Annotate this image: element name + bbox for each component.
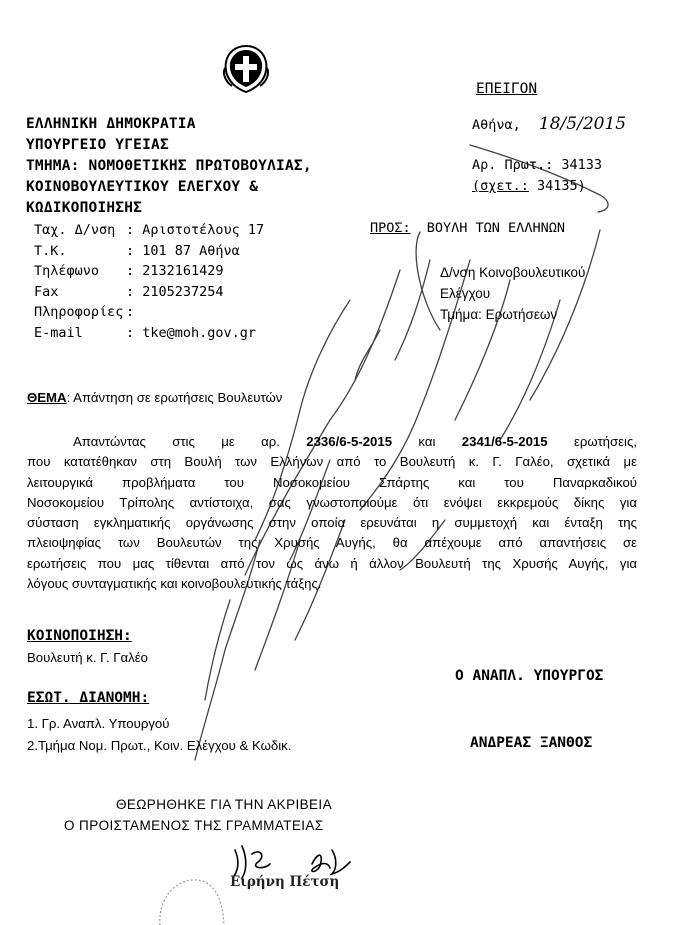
urgent-label: ΕΠΕΙΓΟΝ	[476, 81, 538, 97]
signatory-title: Ο ΑΝΑΠΛ. ΥΠΟΥΡΓΟΣ	[455, 668, 604, 684]
notification-recipient: Βουλευτή κ. Γ. Γαλέο	[27, 650, 148, 665]
certification-line-2: Ο ΠΡΟΙΣΤΑΜΕΝΟΣ ΤΗΣ ΓΡΑΜΜΑΤΕΙΑΣ	[64, 818, 324, 833]
reference-number: 34135)	[537, 178, 586, 194]
authority-line-5: ΚΩΔΙΚΟΠΟΙΗΣΗΣ	[26, 200, 143, 216]
authority-line-2: ΥΠΟΥΡΓΕΙΟ ΥΓΕΙΑΣ	[26, 137, 169, 153]
contact-row: Τηλέφωνο : 2132161429	[34, 263, 224, 280]
reference-line	[472, 178, 586, 194]
protocol-number: 34133	[561, 157, 603, 173]
authority-line-3: ΤΜΗΜΑ: ΝΟΜΟΘΕΤΙΚΗΣ ΠΡΩΤΟΒΟΥΛΙΑΣ,	[26, 158, 312, 174]
list-item: 2.Τμήμα Νομ. Πρωτ., Κοιν. Ελέγχου & Κωδικ.	[27, 738, 292, 753]
contact-row: Τ.Κ. : 101 87 Αθήνα	[34, 242, 240, 259]
subject-text: : Απάντηση σε ερωτήσεις Βουλευτών	[66, 390, 283, 405]
subject-label: ΘΕΜΑ	[27, 390, 67, 405]
authority-line-1: ΕΛΛΗΝΙΚΗ ΔΗΜΟΚΡΑΤΙΑ	[26, 116, 196, 132]
internal-distribution-label: ΕΣΩΤ. ΔΙΑΝΟΜΗ:	[27, 690, 150, 706]
date-prefix: Αθήνα,	[472, 117, 521, 133]
certification-line-1: ΘΕΩΡΗΘΗΚΕ ΓΙΑ ΤΗΝ ΑΚΡΙΒΕΙΑ	[116, 797, 332, 812]
recipient-department: Δ/νση Κοινοβουλευτικού Ελέγχου Τμήμα: Ερωτήσεων	[440, 265, 586, 322]
recipient-name: ΒΟΥΛΗ ΤΩΝ ΕΛΛΗΝΩΝ	[426, 220, 565, 236]
handwritten-date: 18/5/2015	[538, 114, 627, 134]
list-item: 1. Γρ. Αναπλ. Υπουργού	[27, 716, 170, 731]
internal-distribution-list	[27, 713, 291, 757]
reference-label: (σχετ.:	[472, 178, 529, 194]
authority-line-4: ΚΟΙΝΟΒΟΥΛΕΥΤΙΚΟΥ ΕΛΕΓΧΟΥ &	[26, 179, 259, 195]
protocol-label: Αρ. Πρωτ.:	[472, 157, 554, 173]
greek-coat-of-arms-icon	[222, 44, 270, 94]
official-stamp-icon	[150, 858, 230, 925]
signatory-name: ΑΝΔΡΕΑΣ ΞΑΝΘΟΣ	[470, 735, 593, 751]
subject-line	[27, 390, 282, 405]
issuing-authority	[26, 114, 312, 219]
recipient-line	[370, 220, 565, 236]
contact-details	[34, 220, 264, 344]
body-paragraph: Απαντώντας στις με αρ. 2336/6-5-2015 και 2341/6-5-2015 ερωτήσεις, που κατατέθηκαν στη Βουλή των Ελλήνων από το Βουλευτή κ. Γ. Γαλέο, σχετικά με λειτουργικά προβλήματα του Νοσοκομείου Σπάρτης και του Παναρκαδικού Νοσοκομείου Τρίπολης αντίστοιχα, σας γνωστοποιούμε ότι ενόψει εκκρεμούς δίκης για σύσταση εγκληματικής οργάνωσης στην οποία ερευνάται η συμμετοχή και ένταξη της πλειοψηφίας των Βουλευτών της Χρυσής Αυγής, θα απέχουμε από απαντήσεις σε ερωτήσεις που μας τίθενται από τον ως άνω ή άλλον Βουλευτή της Χρυσής Αυγής, για λόγους συνταγματικής και κοινοβουλευτικής τάξης.	[27, 434, 637, 592]
contact-row: Fax : 2105237254	[34, 283, 224, 300]
recipient-label: ΠΡΟΣ:	[370, 220, 411, 236]
protocol-line	[472, 157, 602, 173]
contact-row: Πληροφορίες :	[34, 304, 135, 321]
stamp-name: Ειρήνη Πέτση	[230, 874, 340, 890]
notification-label: ΚΟΙΝΟΠΟΙΗΣΗ:	[27, 628, 132, 644]
contact-row: Ταχ. Δ/νση : Αριστοτέλους 17	[34, 222, 265, 238]
date-line	[472, 114, 626, 134]
contact-row: E-mail : tke@moh.gov.gr	[34, 324, 257, 341]
